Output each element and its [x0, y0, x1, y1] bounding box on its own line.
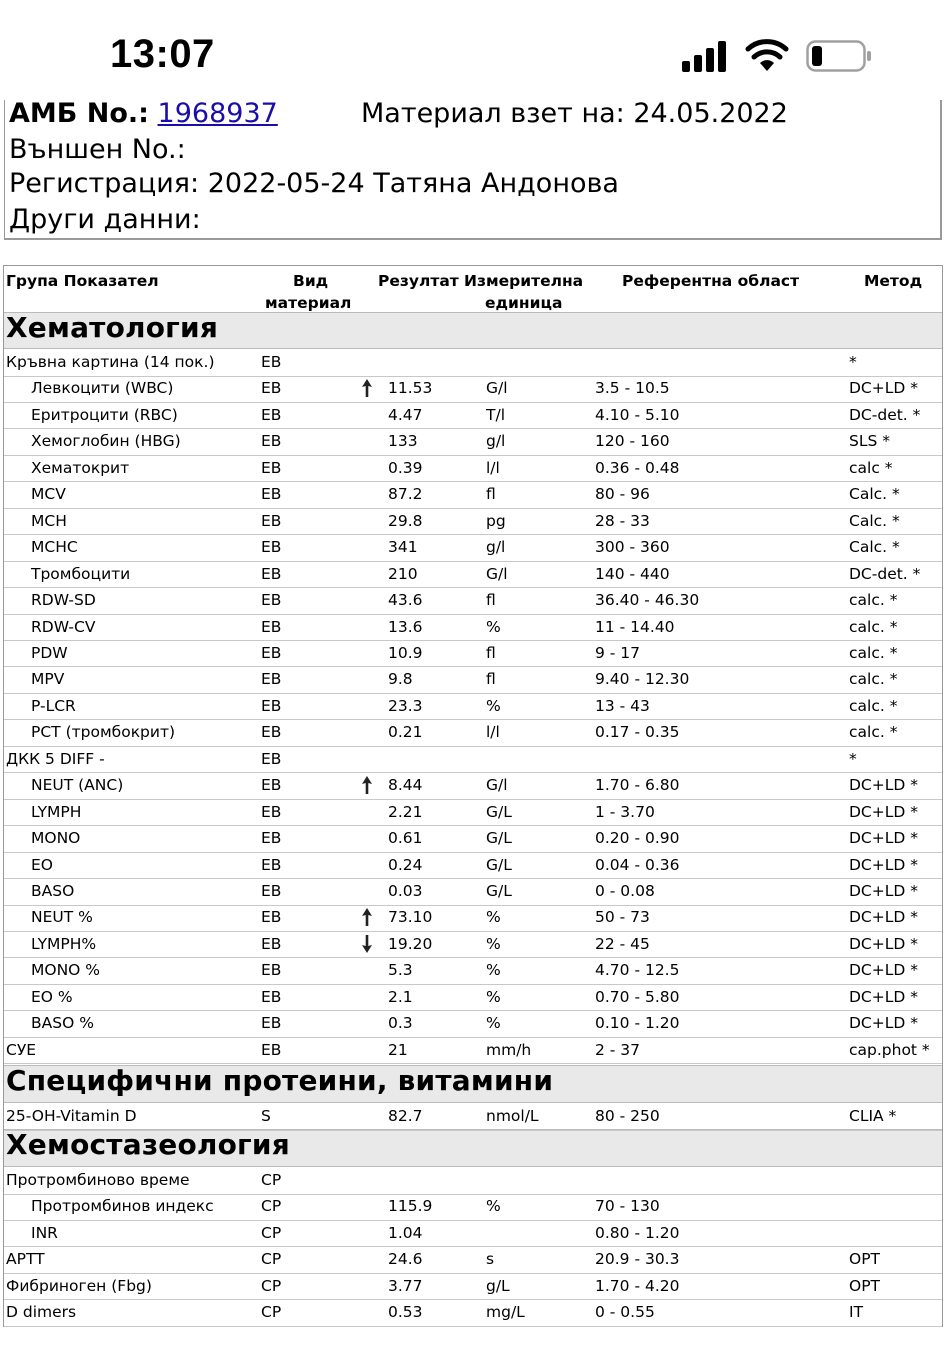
- table-row: [4, 985, 942, 1012]
- method: SLS *: [849, 432, 890, 451]
- table-row: [4, 853, 942, 880]
- material-type: CP: [261, 1223, 282, 1242]
- section-title: Хематология: [6, 311, 218, 344]
- result-value: 3.77: [388, 1276, 423, 1295]
- reference-range: 300 - 360: [595, 538, 670, 557]
- col-header-material-l1: Вид: [293, 272, 329, 290]
- table-row: [4, 562, 942, 589]
- material-type: ЕВ: [261, 379, 282, 398]
- result-value: 0.53: [388, 1303, 423, 1322]
- test-name: P-LCR: [31, 696, 76, 715]
- other-data-label: Други данни:: [9, 204, 201, 235]
- unit: G/l: [486, 379, 508, 398]
- table-row: [4, 1168, 942, 1195]
- test-name: EO %: [31, 987, 73, 1006]
- reference-range: 120 - 160: [595, 432, 670, 451]
- material-type: ЕВ: [261, 696, 282, 715]
- reference-range: 13 - 43: [595, 696, 650, 715]
- table-row: [4, 1300, 942, 1327]
- result-value: 133: [388, 432, 418, 451]
- material-type: ЕВ: [261, 458, 282, 477]
- test-name: BASO: [31, 882, 75, 900]
- reference-range: 1.70 - 4.20: [595, 1276, 680, 1295]
- cellular-signal-icon: [682, 40, 732, 72]
- table-row: [4, 350, 942, 377]
- method: DC+LD *: [849, 908, 918, 927]
- col-header-material-l2: материал: [265, 294, 352, 312]
- reference-range: 80 - 250: [595, 1107, 660, 1125]
- unit: s: [486, 1250, 495, 1269]
- method: DC+LD *: [849, 934, 918, 953]
- reference-range: 9 - 17: [595, 643, 641, 662]
- reference-range: 4.10 - 5.10: [595, 405, 680, 424]
- table-row: [4, 747, 942, 774]
- arrow-up-icon: [360, 907, 374, 927]
- result-value: 24.6: [388, 1250, 423, 1269]
- method: OPT: [849, 1276, 881, 1295]
- result-value: 341: [388, 538, 418, 557]
- test-name: NEUT (ANC): [31, 776, 124, 795]
- reference-range: 0.36 - 0.48: [595, 458, 680, 477]
- col-header-reference: Референтна област: [622, 272, 800, 290]
- unit: g/l: [486, 538, 506, 557]
- test-name: RDW-CV: [31, 617, 96, 636]
- method: DC+LD *: [849, 379, 918, 398]
- material-type: ЕВ: [261, 749, 282, 768]
- unit: %: [486, 934, 501, 953]
- table-row: [4, 535, 942, 562]
- method: calc. *: [849, 591, 898, 610]
- result-value: 5.3: [388, 961, 413, 980]
- method: calc. *: [849, 696, 898, 715]
- method: DC+LD *: [849, 961, 918, 980]
- test-name: СУЕ: [6, 1040, 37, 1059]
- section-title: Специфични протеини, витамини: [6, 1064, 554, 1097]
- battery-icon: [806, 40, 872, 72]
- reference-range: 36.40 - 46.30: [595, 591, 700, 610]
- method: DC-det. *: [849, 564, 921, 583]
- reference-range: 0.10 - 1.20: [595, 1014, 680, 1033]
- unit: %: [486, 908, 501, 927]
- table-row: [4, 932, 942, 959]
- reference-range: 0.17 - 0.35: [595, 723, 680, 742]
- result-value: 0.03: [388, 882, 423, 900]
- section-title: Хемостазеология: [6, 1128, 290, 1161]
- table-row: [4, 456, 942, 483]
- unit: fl: [486, 643, 496, 662]
- test-name: Еритроцити (RBC): [31, 405, 178, 424]
- method: DC+LD *: [849, 802, 918, 821]
- reference-range: 140 - 440: [595, 564, 670, 583]
- result-value: 2.1: [388, 987, 413, 1006]
- material-type: S: [261, 1107, 271, 1125]
- test-name: MCHC: [31, 538, 78, 557]
- method: calc. *: [849, 670, 898, 689]
- result-value: 23.3: [388, 696, 423, 715]
- test-name: RDW-SD: [31, 591, 96, 610]
- material-type: ЕВ: [261, 353, 282, 371]
- unit: fl: [486, 591, 496, 610]
- material-date: Материал взет на: 24.05.2022: [361, 98, 788, 129]
- unit: l/l: [486, 723, 500, 742]
- unit: %: [486, 987, 501, 1006]
- section-hematology: [4, 312, 942, 349]
- reference-range: 2 - 37: [595, 1040, 641, 1059]
- table-row: [4, 1104, 942, 1131]
- table-row: [4, 694, 942, 721]
- reference-range: 9.40 - 12.30: [595, 670, 690, 689]
- method: OPT: [849, 1250, 881, 1269]
- method: DC-det. *: [849, 405, 921, 424]
- unit: fl: [486, 485, 496, 504]
- table-row: [4, 958, 942, 985]
- arrow-up-icon: [360, 775, 374, 795]
- material-type: CP: [261, 1276, 282, 1295]
- table-row: [4, 1274, 942, 1301]
- material-type: ЕВ: [261, 802, 282, 821]
- test-name: MONO: [31, 829, 81, 848]
- result-value: 0.24: [388, 855, 423, 874]
- material-type: CP: [261, 1171, 282, 1189]
- test-name: INR: [31, 1223, 58, 1242]
- table-row: [4, 720, 942, 747]
- unit: G/L: [486, 802, 512, 821]
- arrow-down-icon: [360, 934, 374, 954]
- unit: G/l: [486, 564, 508, 583]
- test-name: Фибриноген (Fbg): [6, 1276, 152, 1295]
- reference-range: 70 - 130: [595, 1197, 660, 1216]
- test-name: Хемоглобин (HBG): [31, 432, 181, 451]
- method: calc. *: [849, 643, 898, 662]
- table-row: [4, 1247, 942, 1274]
- result-value: 0.39: [388, 458, 423, 477]
- material-type: ЕВ: [261, 829, 282, 848]
- table-row: [4, 905, 942, 932]
- test-name: ДКК 5 DIFF -: [6, 749, 105, 768]
- unit: mg/L: [486, 1303, 525, 1322]
- material-type: ЕВ: [261, 538, 282, 557]
- material-type: ЕВ: [261, 723, 282, 742]
- method: calc. *: [849, 617, 898, 636]
- material-type: ЕВ: [261, 1014, 282, 1033]
- section-proteins: [4, 1065, 942, 1103]
- col-header-unit-l2: единица: [485, 294, 563, 312]
- method: CLIA *: [849, 1107, 897, 1125]
- reference-range: 11 - 14.40: [595, 617, 675, 636]
- unit: g/l: [486, 432, 506, 451]
- result-value: 2.21: [388, 802, 423, 821]
- unit: G/l: [486, 776, 508, 795]
- registration-line: Регистрация: 2022-05-24 Татяна Андонова: [9, 168, 619, 199]
- test-name: NEUT %: [31, 908, 93, 927]
- material-type: ЕВ: [261, 908, 282, 927]
- test-name: PCT (тромбокрит): [31, 723, 176, 742]
- method: DC+LD *: [849, 855, 918, 874]
- material-type: CP: [261, 1197, 282, 1216]
- material-type: ЕВ: [261, 776, 282, 795]
- reference-range: 50 - 73: [595, 908, 650, 927]
- result-value: 4.47: [388, 405, 423, 424]
- result-value: 43.6: [388, 591, 423, 610]
- table-row: [4, 482, 942, 509]
- section-hemostasis: [4, 1129, 942, 1167]
- unit: T/l: [486, 405, 505, 424]
- result-value: 0.3: [388, 1014, 413, 1033]
- result-value: 19.20: [388, 934, 433, 953]
- material-type: ЕВ: [261, 855, 282, 874]
- table-row: [4, 1194, 942, 1221]
- col-header-result: Резултат: [378, 272, 459, 290]
- amb-number-link[interactable]: 1968937: [157, 98, 278, 129]
- reference-range: 1 - 3.70: [595, 802, 655, 821]
- unit: %: [486, 696, 501, 715]
- result-value: 115.9: [388, 1197, 433, 1216]
- patient-info-box: [4, 100, 942, 240]
- method: calc. *: [849, 723, 898, 742]
- material-type: ЕВ: [261, 961, 282, 980]
- result-value: 210: [388, 564, 418, 583]
- table-row: [4, 1011, 942, 1038]
- test-name: EO: [31, 855, 53, 874]
- table-row: [4, 509, 942, 536]
- result-value: 0.21: [388, 723, 423, 742]
- reference-range: 20.9 - 30.3: [595, 1250, 680, 1269]
- unit: %: [486, 1014, 501, 1033]
- amb-line: [9, 98, 788, 129]
- unit: G/L: [486, 882, 512, 900]
- result-value: 82.7: [388, 1107, 423, 1125]
- method: Calc. *: [849, 511, 900, 530]
- material-type: ЕВ: [261, 432, 282, 451]
- unit: %: [486, 617, 501, 636]
- material-type: CP: [261, 1250, 282, 1269]
- material-type: ЕВ: [261, 511, 282, 530]
- method: DC+LD *: [849, 882, 918, 900]
- external-number: Външен No.:: [9, 134, 186, 165]
- table-row: [4, 588, 942, 615]
- test-name: APTT: [6, 1250, 45, 1269]
- test-name: Левкоцити (WBC): [31, 379, 174, 398]
- material-type: ЕВ: [261, 643, 282, 662]
- test-name: LYMPH: [31, 802, 82, 821]
- method: Calc. *: [849, 485, 900, 504]
- test-name: MONO %: [31, 961, 101, 980]
- test-name: Хематокрит: [31, 458, 130, 477]
- table-row: [4, 615, 942, 642]
- reference-range: 80 - 96: [595, 485, 650, 504]
- col-header-unit-l1: Измерителна: [464, 272, 584, 290]
- table-row: [4, 667, 942, 694]
- method: cap.phot *: [849, 1040, 930, 1059]
- result-value: 73.10: [388, 908, 433, 927]
- material-type: ЕВ: [261, 987, 282, 1006]
- table-row: [4, 1038, 942, 1065]
- test-name: Протромбиново време: [6, 1171, 190, 1189]
- status-time: 13:07: [110, 32, 215, 76]
- material-type: ЕВ: [261, 564, 282, 583]
- table-row: [4, 879, 942, 906]
- method: DC+LD *: [849, 829, 918, 848]
- test-name: Кръвна картина (14 пок.): [6, 353, 215, 371]
- unit: %: [486, 961, 501, 980]
- table-row: [4, 800, 942, 827]
- reference-range: 0.80 - 1.20: [595, 1223, 680, 1242]
- result-value: 0.61: [388, 829, 423, 848]
- test-name: MCH: [31, 511, 67, 530]
- unit: g/L: [486, 1276, 510, 1295]
- table-row: [4, 1221, 942, 1248]
- result-value: 29.8: [388, 511, 423, 530]
- test-name: Протромбинов индекс: [31, 1197, 214, 1216]
- reference-range: 28 - 33: [595, 511, 650, 530]
- reference-range: 4.70 - 12.5: [595, 961, 680, 980]
- table-row: [4, 429, 942, 456]
- material-type: CP: [261, 1303, 282, 1322]
- test-name: PDW: [31, 643, 68, 662]
- table-row: [4, 773, 942, 800]
- result-value: 87.2: [388, 485, 423, 504]
- unit: fl: [486, 670, 496, 689]
- result-value: 8.44: [388, 776, 423, 795]
- method: DC+LD *: [849, 987, 918, 1006]
- reference-range: 22 - 45: [595, 934, 650, 953]
- method: *: [849, 749, 857, 768]
- test-name: MPV: [31, 670, 65, 689]
- test-name: BASO %: [31, 1014, 94, 1033]
- result-value: 13.6: [388, 617, 423, 636]
- unit: pg: [486, 511, 506, 530]
- result-value: 1.04: [388, 1223, 423, 1242]
- method: DC+LD *: [849, 776, 918, 795]
- unit: nmol/L: [486, 1107, 539, 1125]
- reference-range: 1.70 - 6.80: [595, 776, 680, 795]
- unit: l/l: [486, 458, 500, 477]
- wifi-icon: [745, 38, 789, 72]
- unit: G/L: [486, 855, 512, 874]
- reference-range: 0.70 - 5.80: [595, 987, 680, 1006]
- unit: mm/h: [486, 1040, 532, 1059]
- material-type: ЕВ: [261, 485, 282, 504]
- table-row: [4, 641, 942, 668]
- test-name: D dimers: [6, 1303, 77, 1322]
- material-type: ЕВ: [261, 934, 282, 953]
- reference-range: 0 - 0.55: [595, 1303, 655, 1322]
- unit: %: [486, 1197, 501, 1216]
- material-type: ЕВ: [261, 1040, 282, 1059]
- method: calc *: [849, 458, 893, 477]
- result-value: 9.8: [388, 670, 413, 689]
- table-row: [4, 826, 942, 853]
- method: Calc. *: [849, 538, 900, 557]
- unit: G/L: [486, 829, 512, 848]
- reference-range: 0.04 - 0.36: [595, 855, 680, 874]
- reference-range: 0 - 0.08: [595, 882, 655, 900]
- col-header-method: Метод: [864, 272, 923, 290]
- result-value: 10.9: [388, 643, 423, 662]
- material-type: ЕВ: [261, 670, 282, 689]
- table-row: [4, 376, 942, 403]
- reference-range: 3.5 - 10.5: [595, 379, 670, 398]
- method: *: [849, 353, 857, 371]
- reference-range: 0.20 - 0.90: [595, 829, 680, 848]
- amb-label: АМБ No.:: [9, 98, 149, 129]
- material-type: ЕВ: [261, 591, 282, 610]
- test-name: 25-OH-Vitamin D: [6, 1107, 137, 1125]
- test-name: MCV: [31, 485, 66, 504]
- material-type: ЕВ: [261, 882, 282, 900]
- method: DC+LD *: [849, 1014, 918, 1033]
- test-name: LYMPH%: [31, 934, 97, 953]
- col-header-group: Група Показател: [6, 272, 159, 290]
- test-name: Тромбоцити: [31, 564, 131, 583]
- status-bar: [0, 0, 946, 100]
- result-value: 11.53: [388, 379, 433, 398]
- table-row: [4, 403, 942, 430]
- material-type: ЕВ: [261, 617, 282, 636]
- arrow-up-icon: [360, 378, 374, 398]
- method: IT: [849, 1303, 864, 1322]
- material-type: ЕВ: [261, 405, 282, 424]
- result-value: 21: [388, 1040, 408, 1059]
